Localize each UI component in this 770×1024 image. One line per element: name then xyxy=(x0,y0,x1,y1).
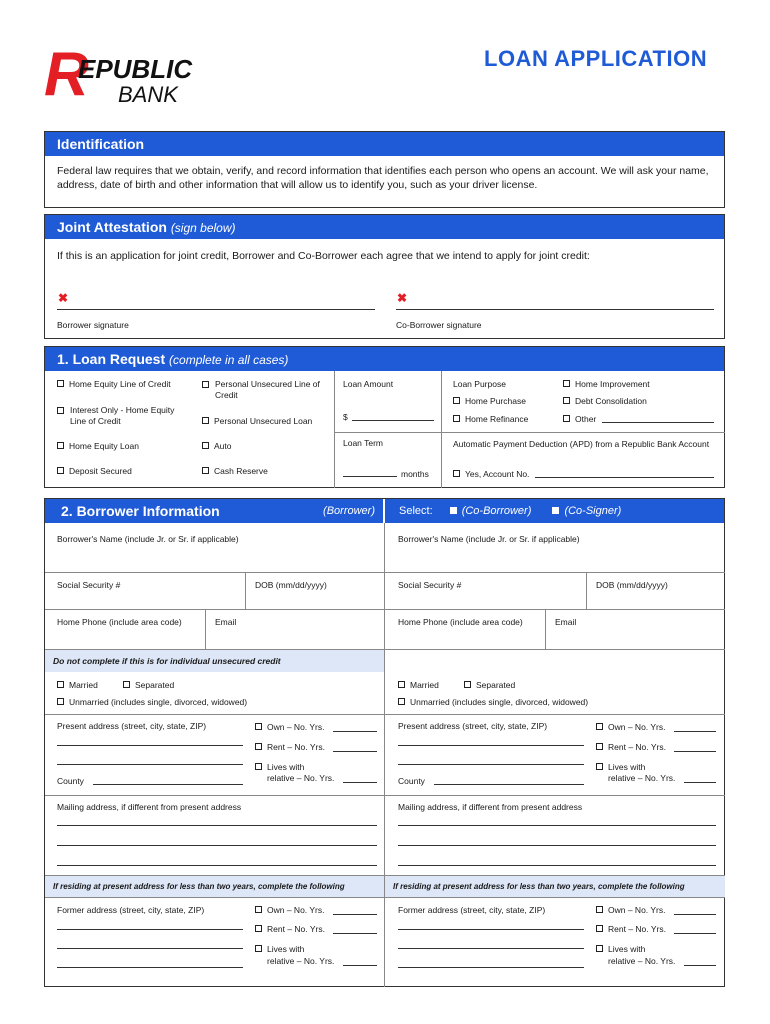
option-home-equity-loan[interactable]: Home Equity Loan xyxy=(57,441,139,452)
divider xyxy=(441,432,725,433)
loan-request-section xyxy=(44,346,725,488)
dollar-sign: $ xyxy=(343,412,348,422)
checkbox[interactable] xyxy=(596,763,603,770)
apd-account-input[interactable] xyxy=(535,477,714,478)
co-county-input[interactable] xyxy=(434,784,584,785)
borrower-section xyxy=(44,498,725,987)
co-former-rent-option[interactable]: Rent – No. Yrs. xyxy=(596,924,666,935)
co-signer-option[interactable]: (Co-Signer) xyxy=(552,505,621,517)
identification-heading: Identification xyxy=(45,132,724,156)
logo-letter: R xyxy=(44,40,89,109)
divider xyxy=(441,371,442,488)
purpose-home-improvement[interactable]: Home Improvement xyxy=(563,379,650,390)
joint-attestation-section xyxy=(44,214,725,339)
co-rent-option[interactable]: Rent – No. Yrs. xyxy=(596,742,666,753)
co-former-address-label: Former address (street, city, state, ZIP) xyxy=(398,905,546,915)
co-unmarried-option[interactable]: Unmarried (includes single, divorced, widowed) xyxy=(398,697,588,708)
purpose-debt-consolidation[interactable]: Debt Consolidation xyxy=(563,396,647,407)
borrower-sign-mark: ✖ xyxy=(58,291,69,305)
checkbox[interactable] xyxy=(563,397,570,404)
co-former-rent-years-input[interactable] xyxy=(674,933,716,934)
rent-years-input[interactable] xyxy=(333,751,377,752)
logo-bank-text: BANK xyxy=(118,82,178,107)
option-heloc[interactable]: Home Equity Line of Credit xyxy=(57,379,171,390)
loan-term-input[interactable] xyxy=(343,476,397,477)
co-borrower-option[interactable]: (Co-Borrower) xyxy=(450,505,532,517)
co-former-relative-years-input[interactable] xyxy=(684,965,716,966)
mailing-address-label: Mailing address, if different from present address xyxy=(57,802,242,812)
checkbox[interactable] xyxy=(552,507,559,514)
co-address-line[interactable] xyxy=(398,764,584,765)
months-label: months xyxy=(401,469,429,479)
co-married-option[interactable]: Married xyxy=(398,680,439,691)
checkbox[interactable] xyxy=(398,698,405,705)
checkbox[interactable] xyxy=(596,945,603,952)
purpose-other[interactable]: Other xyxy=(563,414,596,425)
former-address-label: Former address (street, city, state, ZIP) xyxy=(57,905,205,915)
checkbox[interactable] xyxy=(202,417,209,424)
checkbox[interactable] xyxy=(453,415,460,422)
borrower-signature-line[interactable] xyxy=(57,309,375,310)
relative-label: relative – No. Yrs. xyxy=(267,773,335,783)
borrower-heading-right: Select: (Co-Borrower) (Co-Signer) xyxy=(385,499,724,523)
home-phone-label: Home Phone (include area code) xyxy=(57,617,182,627)
loan-term-label: Loan Term xyxy=(343,438,384,448)
former-lives-with-option[interactable]: Lives with xyxy=(255,944,304,955)
co-separated-option[interactable]: Separated xyxy=(464,680,515,691)
co-former-relative-label: relative – No. Yrs. xyxy=(608,956,676,966)
coborrower-signature-line[interactable] xyxy=(396,309,714,310)
checkbox[interactable] xyxy=(596,925,603,932)
county-input[interactable] xyxy=(93,784,243,785)
co-former-own-option[interactable]: Own – No. Yrs. xyxy=(596,905,665,916)
checkbox[interactable] xyxy=(57,380,64,387)
identification-section xyxy=(44,131,725,208)
co-email-label: Email xyxy=(555,617,577,627)
divider xyxy=(245,572,246,609)
ssn-label: Social Security # xyxy=(57,580,121,590)
purpose-home-refinance[interactable]: Home Refinance xyxy=(453,414,528,425)
email-label: Email xyxy=(215,617,237,627)
joint-text: If this is an application for joint credit, Borrower and Co-Borrower each agree that we intend to apply for joint credit: xyxy=(57,250,590,262)
checkbox[interactable] xyxy=(123,681,130,688)
co-address-line[interactable] xyxy=(398,745,584,746)
divider xyxy=(334,432,441,433)
divider xyxy=(45,572,725,573)
coborrower-name-label: Borrower's Name (include Jr. or Sr. if applicable) xyxy=(398,534,580,544)
checkbox[interactable] xyxy=(202,381,209,388)
co-mailing-line[interactable] xyxy=(398,865,716,866)
co-present-address-label: Present address (street, city, state, ZIP) xyxy=(398,721,548,731)
column-divider xyxy=(384,523,385,987)
checkbox[interactable] xyxy=(563,415,570,422)
checkbox[interactable] xyxy=(398,681,405,688)
co-ssn-label: Social Security # xyxy=(398,580,462,590)
divider xyxy=(334,371,335,488)
option-personal-unsecured-loan[interactable]: Personal Unsecured Loan xyxy=(202,416,312,427)
apd-text: Automatic Payment Deduction (APD) from a Republic Bank Account xyxy=(453,439,710,449)
address-line[interactable] xyxy=(57,764,243,765)
relative-years-input[interactable] xyxy=(343,782,377,783)
checkbox[interactable] xyxy=(255,945,262,952)
former-address-line[interactable] xyxy=(57,967,243,968)
borrower-heading-left: 2. Borrower Information (Borrower) xyxy=(45,499,383,523)
mailing-line[interactable] xyxy=(57,845,377,846)
former-relative-years-input[interactable] xyxy=(343,965,377,966)
mailing-line[interactable] xyxy=(57,825,377,826)
divider xyxy=(45,897,725,898)
divider xyxy=(205,609,206,649)
co-own-option[interactable]: Own – No. Yrs. xyxy=(596,722,665,733)
coborrower-signature-label: Co-Borrower signature xyxy=(396,320,482,330)
loan-purpose-label: Loan Purpose xyxy=(453,379,506,389)
checkbox[interactable] xyxy=(450,507,457,514)
checkbox[interactable] xyxy=(453,470,460,477)
separated-option[interactable]: Separated xyxy=(123,680,174,691)
mailing-line[interactable] xyxy=(57,865,377,866)
co-mailing-line[interactable] xyxy=(398,845,716,846)
checkbox[interactable] xyxy=(202,467,209,474)
checkbox[interactable] xyxy=(453,397,460,404)
checkbox[interactable] xyxy=(57,467,64,474)
joint-heading: Joint Attestation (sign below) xyxy=(45,215,724,239)
option-cash-reserve[interactable]: Cash Reserve xyxy=(202,466,268,477)
address-line[interactable] xyxy=(57,745,243,746)
co-own-years-input[interactable] xyxy=(674,731,716,732)
checkbox[interactable] xyxy=(255,925,262,932)
co-relative-label: relative – No. Yrs. xyxy=(608,773,676,783)
own-option[interactable]: Own – No. Yrs. xyxy=(255,722,324,733)
checkbox[interactable] xyxy=(596,723,603,730)
co-mailing-line[interactable] xyxy=(398,825,716,826)
borrower-name-label: Borrower's Name (include Jr. or Sr. if applicable) xyxy=(57,534,239,544)
checkbox[interactable] xyxy=(255,743,262,750)
co-rent-years-input[interactable] xyxy=(674,751,716,752)
loan-amount-label: Loan Amount xyxy=(343,379,394,389)
co-dob-label: DOB (mm/dd/yyyy) xyxy=(596,580,668,590)
bank-logo xyxy=(44,40,204,109)
unmarried-option[interactable]: Unmarried (includes single, divorced, widowed) xyxy=(57,697,247,708)
checkbox[interactable] xyxy=(596,743,603,750)
present-address-label: Present address (street, city, state, ZIP) xyxy=(57,721,207,731)
checkbox[interactable] xyxy=(57,681,64,688)
coborrower-sign-mark: ✖ xyxy=(397,291,408,305)
divider xyxy=(45,795,725,796)
apd-yes-option[interactable]: Yes, Account No. xyxy=(453,469,529,480)
co-relative-years-input[interactable] xyxy=(684,782,716,783)
option-interest-only-heloc[interactable]: Interest Only - Home Equity Line of Credit xyxy=(57,405,192,427)
borrower-tag: (Borrower) xyxy=(323,505,375,517)
logo-top-text: EPUBLIC xyxy=(78,54,193,84)
option-personal-unsecured-loc[interactable]: Personal Unsecured Line of Credit xyxy=(202,379,332,401)
purpose-home-purchase[interactable]: Home Purchase xyxy=(453,396,526,407)
option-auto[interactable]: Auto xyxy=(202,441,232,452)
former-own-option[interactable]: Own – No. Yrs. xyxy=(255,905,324,916)
checkbox[interactable] xyxy=(464,681,471,688)
co-former-address-line[interactable] xyxy=(398,929,584,930)
former-address-line[interactable] xyxy=(57,948,243,949)
checkbox[interactable] xyxy=(57,407,64,414)
former-relative-label: relative – No. Yrs. xyxy=(267,956,335,966)
own-years-input[interactable] xyxy=(333,731,377,732)
dob-label: DOB (mm/dd/yyyy) xyxy=(255,580,327,590)
checkbox[interactable] xyxy=(202,442,209,449)
co-lives-with-option[interactable]: Lives with xyxy=(596,762,645,773)
checkbox[interactable] xyxy=(255,763,262,770)
checkbox[interactable] xyxy=(255,723,262,730)
checkbox[interactable] xyxy=(57,442,64,449)
lives-with-option[interactable]: Lives with xyxy=(255,762,304,773)
borrower-signature-label: Borrower signature xyxy=(57,320,129,330)
divider xyxy=(545,609,546,649)
loan-amount-input[interactable] xyxy=(352,420,434,421)
married-option[interactable]: Married xyxy=(57,680,98,691)
divider xyxy=(586,572,587,609)
former-address-line[interactable] xyxy=(57,929,243,930)
co-two-years-note: If residing at present address for less than two years, complete the following xyxy=(385,876,725,897)
purpose-other-input[interactable] xyxy=(602,422,714,423)
checkbox[interactable] xyxy=(596,906,603,913)
checkbox[interactable] xyxy=(57,698,64,705)
rent-option[interactable]: Rent – No. Yrs. xyxy=(255,742,325,753)
divider xyxy=(45,609,725,610)
loan-request-heading: 1. Loan Request (complete in all cases) xyxy=(45,347,724,371)
former-rent-option[interactable]: Rent – No. Yrs. xyxy=(255,924,325,935)
checkbox[interactable] xyxy=(563,380,570,387)
co-former-own-years-input[interactable] xyxy=(674,914,716,915)
co-former-address-line[interactable] xyxy=(398,948,584,949)
page-title: LOAN APPLICATION xyxy=(484,46,708,71)
unsecured-note: Do not complete if this is for individual unsecured credit xyxy=(45,650,384,672)
former-own-years-input[interactable] xyxy=(333,914,377,915)
co-former-lives-with-option[interactable]: Lives with xyxy=(596,944,645,955)
two-years-note: If residing at present address for less than two years, complete the following xyxy=(45,876,384,897)
former-rent-years-input[interactable] xyxy=(333,933,377,934)
co-county-label: County xyxy=(398,776,425,786)
option-deposit-secured[interactable]: Deposit Secured xyxy=(57,466,132,477)
checkbox[interactable] xyxy=(255,906,262,913)
divider xyxy=(45,714,725,715)
co-home-phone-label: Home Phone (include area code) xyxy=(398,617,523,627)
co-former-address-line[interactable] xyxy=(398,967,584,968)
co-mailing-address-label: Mailing address, if different from present address xyxy=(398,802,583,812)
county-label: County xyxy=(57,776,84,786)
identification-text: Federal law requires that we obtain, verify, and record information that identifies each person who opens an account. We will ask your name, address, date of birth and other information that will allow us to identify you, such as your driver license. xyxy=(57,165,709,191)
